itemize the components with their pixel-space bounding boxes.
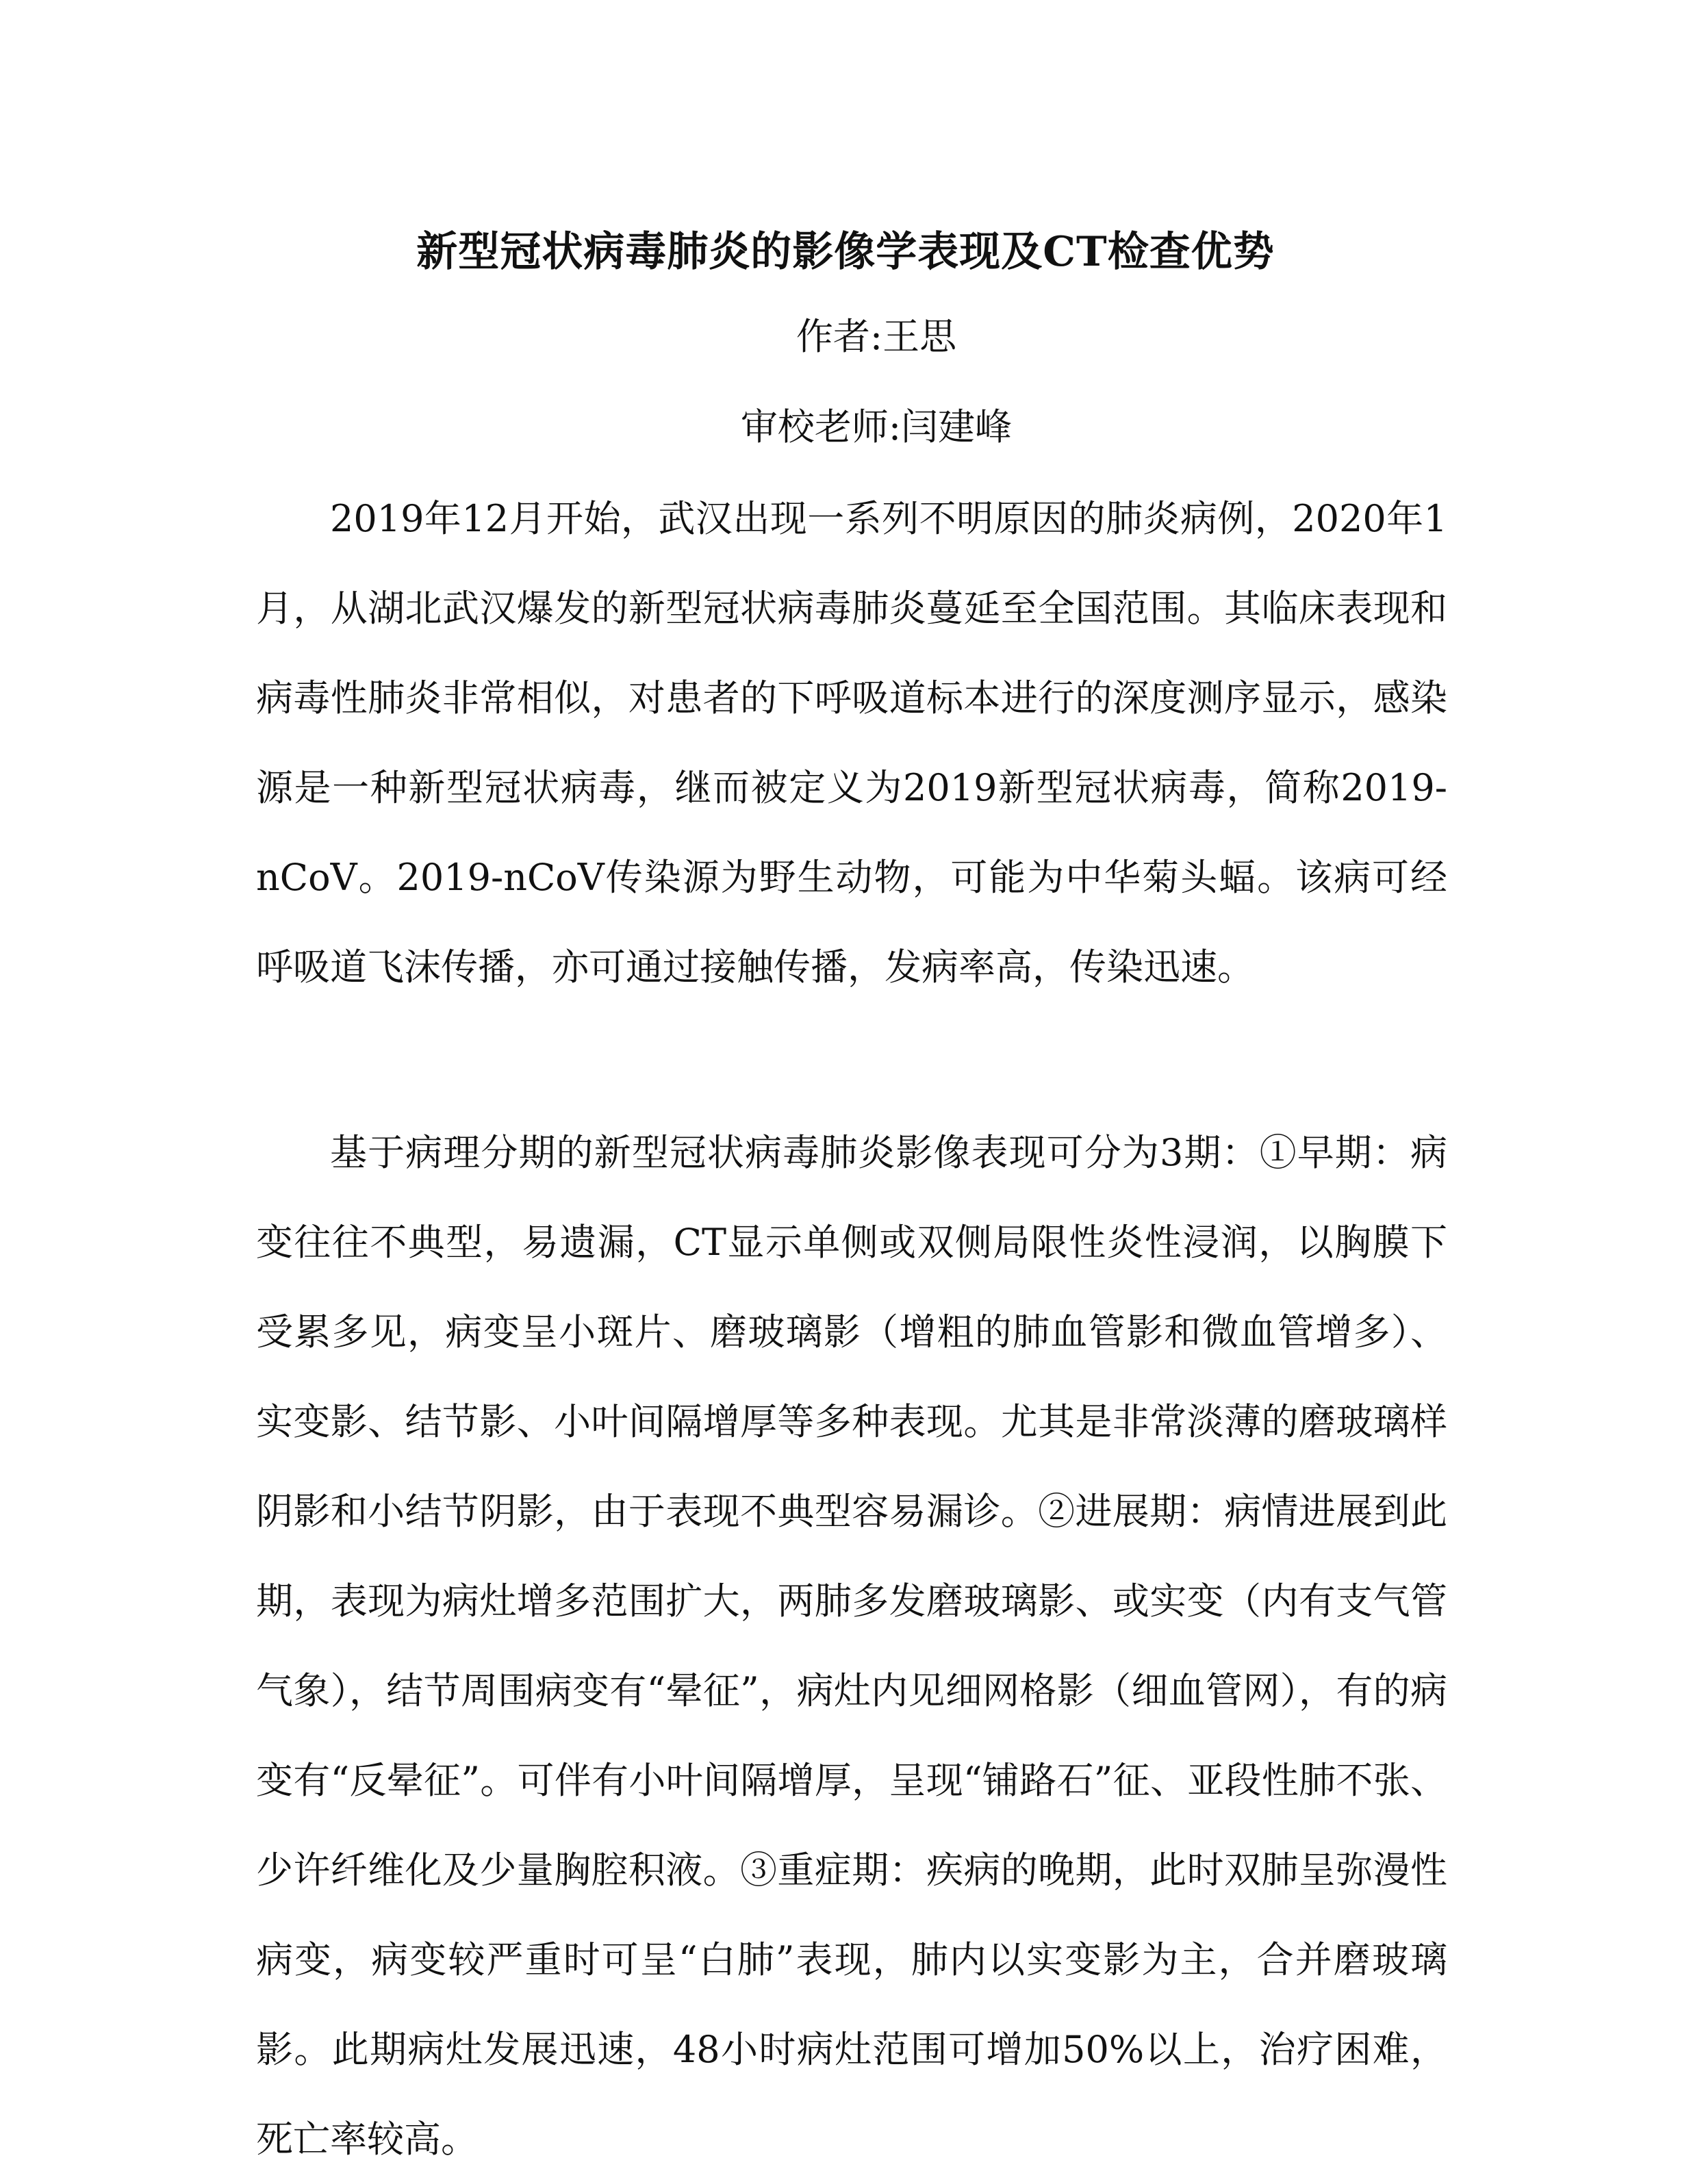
reviewer-line: 审校老师:闫建峰 <box>740 405 1013 448</box>
document-title: 新型冠状病毒肺炎的影像学表现及CT检查优势 <box>416 228 1275 276</box>
body-paragraph-intro: 2019年12月开始，武汉出现一系列不明原因的肺炎病例，2020年1月，从湖北武汉爆发的新型冠状病毒肺炎蔓延至全国范围。其临床表现和病毒性肺炎非常相似，对患者的下呼吸道标本进行的深度测序显示，感染源是一种新型冠状病毒，继而被定义为2019新型冠状病毒，简称2019-nCoV。2019-nCoV传染源为野生动物，可能为中华菊头蝠。该病可经呼吸道飞沫传播，亦可通过接触传播，发病率高，传染迅速。 <box>256 497 1447 989</box>
body-paragraph-imaging-stages: 基于病理分期的新型冠状病毒肺炎影像表现可分为3期：①早期：病变往往不典型，易遗漏，CT显示单侧或双侧局限性炎性浸润，以胸膜下受累多见，病变呈小斑片、磨玻璃影（增粗的肺血管影和微血管增多）、实变影、结节影、小叶间隔增厚等多种表现。尤其是非常淡薄的磨玻璃样阴影和小结节阴影，由于表现不典型容易漏诊。②进展期：病情进展到此期，表现为病灶增多范围扩大，两肺多发磨玻璃影、或实变（内有支气管气象），结节周围病变有“晕征”，病灶内见细网格影（细血管网），有的病变有“反晕征”。可伴有小叶间隔增厚，呈现“铺路石”征、亚段性肺不张、少许纤维化及少量胸腔积液。③重症期：疾病的晚期，此时双肺呈弥漫性病变，病变较严重时可呈“白肺”表现，肺内以实变影为主，合并磨玻璃影。此期病灶发展迅速，48小时病灶范围可增加50%以上，治疗困难，死亡率较高。 <box>256 1131 1447 2161</box>
author-line: 作者:王思 <box>796 315 957 358</box>
